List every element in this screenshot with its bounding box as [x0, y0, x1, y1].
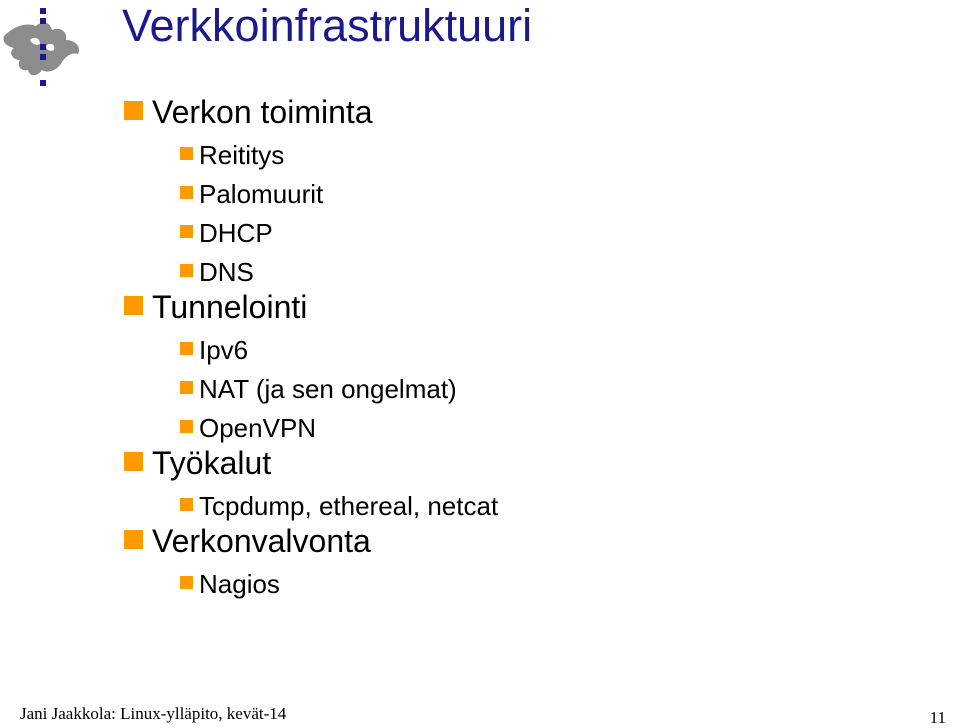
university-flame-logo-icon — [0, 0, 100, 100]
square-bullet-icon — [180, 420, 193, 433]
sub-bullet-dhcp — [180, 218, 273, 248]
bullet-label: Työkalut — [152, 445, 272, 481]
sub-bullet-label: Ipv6 — [199, 335, 249, 365]
square-bullet-icon — [180, 576, 193, 589]
sub-bullet-label: NAT (ja sen ongelmat) — [199, 374, 457, 404]
sub-bullet-label: Palomuurit — [199, 179, 324, 209]
sub-bullet-label: Tcpdump, ethereal, netcat — [199, 491, 499, 521]
square-bullet-icon — [180, 186, 193, 199]
bullet-verkon-toiminta — [124, 94, 373, 130]
sub-bullet-nat — [180, 374, 457, 404]
sub-bullet-label: DNS — [199, 257, 254, 287]
bullet-verkonvalvonta — [124, 523, 371, 559]
sub-bullet-label: Reititys — [199, 140, 285, 170]
footer-author-course: Jani Jaakkola: Linux-ylläpito, kevät-14 — [20, 704, 287, 723]
bullet-label: Verkon toiminta — [152, 94, 373, 130]
sub-bullet-label: OpenVPN — [199, 413, 317, 443]
sub-bullet-openvpn — [180, 413, 316, 443]
square-bullet-icon — [180, 498, 193, 511]
page-number: 11 — [929, 708, 946, 727]
square-bullet-icon — [124, 530, 143, 549]
bullet-tyokalut — [124, 445, 271, 481]
square-bullet-icon — [180, 225, 193, 238]
square-bullet-icon — [180, 381, 193, 394]
square-bullet-icon — [180, 147, 193, 160]
sub-bullet-nagios — [180, 569, 280, 599]
sub-bullet-ipv6 — [180, 335, 248, 365]
sub-bullet-reititys — [180, 140, 284, 170]
square-bullet-icon — [180, 264, 193, 277]
sub-bullet-label: Nagios — [199, 569, 280, 599]
sub-bullet-label: DHCP — [199, 218, 273, 248]
bullet-label: Verkonvalvonta — [152, 523, 371, 559]
slide-title: Verkkoinfrastruktuuri — [122, 0, 533, 51]
bullet-label: Tunnelointi — [152, 289, 308, 325]
square-bullet-icon — [180, 342, 193, 355]
bullet-tunnelointi — [124, 289, 307, 325]
square-bullet-icon — [124, 296, 143, 315]
sub-bullet-palomuurit — [180, 179, 323, 209]
sub-bullet-dns — [180, 257, 254, 287]
square-bullet-icon — [124, 452, 143, 471]
square-bullet-icon — [124, 101, 143, 120]
sub-bullet-tcpdump — [180, 491, 498, 521]
